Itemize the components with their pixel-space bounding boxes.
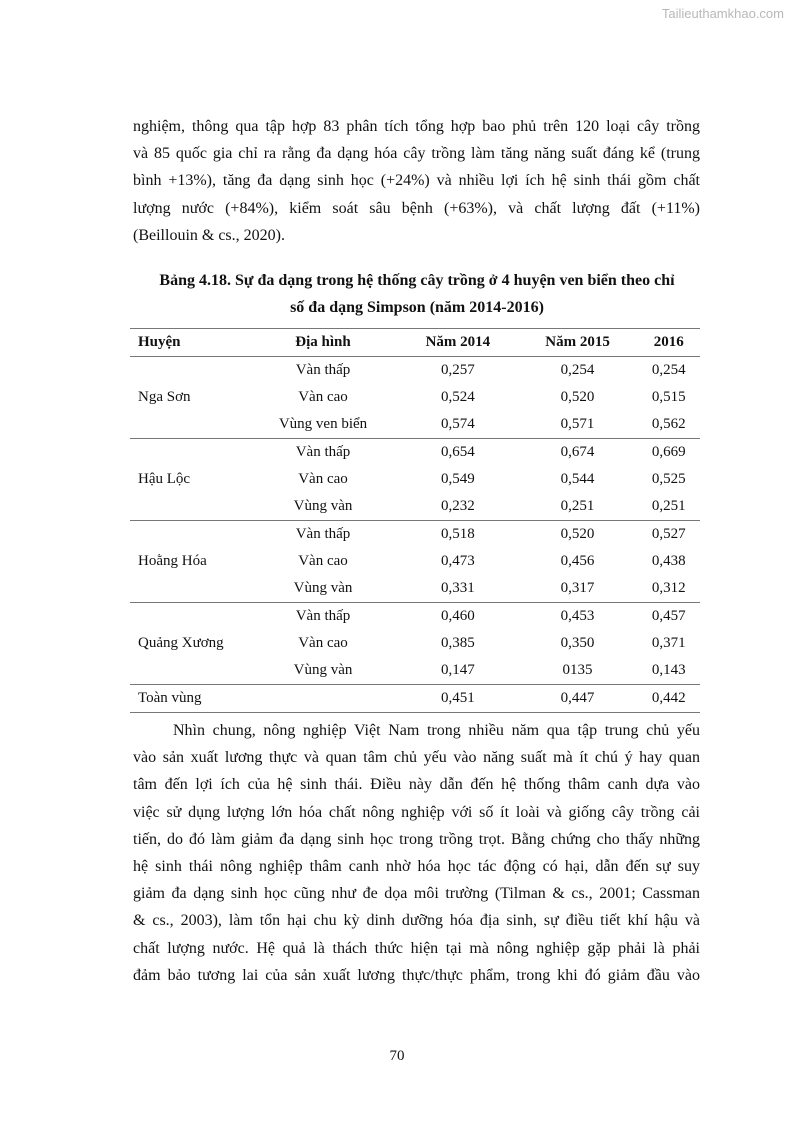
text-line: tâm đến lợi ích của hệ sinh thái. Điều này dẫn đến hệ thống thâm canh dựa vào [133,776,700,794]
terrain-cell: Vàn cao [298,553,348,569]
value-cell: 0,562 [651,416,686,432]
caption-line: Bảng 4.18. Sự đa dạng trong hệ thống cây trồng ở 4 huyện ven biển theo chỉ [159,272,675,289]
page-number: 70 [389,1048,405,1064]
table-row [130,357,700,385]
text-line: bình +13%), tăng đa dạng sinh học (+24%) và nhiều lợi ích hệ sinh thái gồm chất [133,172,700,190]
value-cell: 0,147 [440,662,475,678]
text-line: (Beillouin & cs., 2020). [133,226,285,244]
value-cell: 0,520 [560,389,595,405]
district-cell: Quảng Xương [138,635,224,651]
total-row [130,685,700,713]
value-cell: 0,442 [651,690,686,706]
value-cell: 0,669 [651,444,686,460]
text-line: và 85 quốc gia chỉ ra rằng đa dạng hóa cây trồng làm tăng năng suất đáng kể (trung [133,145,700,163]
total-label: Toàn vùng [138,690,202,706]
value-cell: 0,574 [440,416,475,432]
value-cell: 0,515 [651,389,686,405]
value-cell: 0,251 [560,498,595,514]
terrain-cell: Vàn thấp [295,608,351,624]
value-cell: 0135 [562,662,593,678]
district-group [130,521,700,603]
text-line: & cs., 2003), làm tổn hại chu kỳ dinh dưỡng hóa địa sinh, sự điều tiết khí hậu và [133,912,700,930]
district-cell: Hoằng Hóa [138,553,207,569]
value-cell: 0,524 [440,389,475,405]
header-2016: 2016 [653,334,684,350]
value-cell: 0,525 [651,471,686,487]
value-cell: 0,232 [440,498,475,514]
value-cell: 0,571 [560,416,595,432]
terrain-cell: Vùng ven biển [278,416,368,432]
value-cell: 0,549 [440,471,475,487]
value-cell: 0,453 [560,608,595,624]
value-cell: 0,544 [560,471,595,487]
header-terrain: Địa hình [295,334,351,350]
terrain-cell: Vùng vàn [293,580,353,596]
watermark: Tailieuthamkhao.com [661,6,784,21]
intro-paragraph [133,113,700,249]
value-cell: 0,254 [651,362,686,378]
district-group [130,603,700,685]
value-cell: 0,447 [560,690,595,706]
terrain-cell: Vàn cao [298,389,348,405]
value-cell: 0,317 [560,580,595,596]
value-cell: 0,451 [440,690,475,706]
value-cell: 0,518 [440,526,475,542]
district-cell: Nga Sơn [138,389,191,405]
value-cell: 0,254 [560,362,595,378]
table-caption [130,267,704,321]
text-line: việc sử dụng lượng lớn hóa chất nông nghiệp với số ít loài và giống cây trồng cải [133,803,700,821]
terrain-cell: Vàn cao [298,635,348,651]
terrain-cell: Vùng vàn [293,662,353,678]
value-cell: 0,371 [651,635,686,651]
value-cell: 0,674 [560,444,595,460]
header-district: Huyện [138,334,181,350]
value-cell: 0,312 [651,580,686,596]
value-cell: 0,654 [440,444,475,460]
terrain-cell: Vàn cao [298,471,348,487]
terrain-cell: Vàn thấp [295,444,351,460]
value-cell: 0,456 [560,553,595,569]
total-group [130,685,700,713]
district-cell: Hậu Lộc [138,471,191,487]
terrain-cell: Vàn thấp [295,362,351,378]
value-cell: 0,520 [560,526,595,542]
text-line: Nhìn chung, nông nghiệp Việt Nam trong nhiều năm qua tập trung chủ yếu [173,722,700,739]
text-line: giảm đa dạng sinh học cũng như đe dọa môi trường (Tilman & cs., 2001; Cassman [133,885,700,903]
value-cell: 0,457 [651,608,686,624]
value-cell: 0,438 [651,553,686,569]
district-group [130,357,700,439]
value-cell: 0,385 [440,635,475,651]
body-paragraph [133,717,700,989]
text-line: lượng nước (+84%), kiểm soát sâu bệnh (+63%), và chất lượng đất (+11%) [133,199,700,217]
value-cell: 0,251 [651,498,686,514]
header-2015: Năm 2015 [545,334,610,350]
value-cell: 0,460 [440,608,475,624]
caption-line: số đa dạng Simpson (năm 2014-2016) [290,299,544,316]
terrain-cell: Vùng vàn [293,498,353,514]
table-row [130,439,700,467]
value-cell: 0,350 [560,635,595,651]
value-cell: 0,473 [440,553,475,569]
value-cell: 0,527 [651,526,686,542]
table-row [130,603,700,631]
value-cell: 0,257 [440,362,475,378]
text-line: hệ sinh thái nông nghiệp thâm canh nhờ hóa học tác động có hại, dẫn đến sự suy [133,857,700,875]
district-group [130,439,700,521]
simpson-index-table [130,328,700,713]
value-cell: 0,143 [651,662,686,678]
text-line: tiến, do đó làm giảm đa dạng sinh học trong trồng trọt. Bằng chứng cho thấy những [133,830,700,848]
text-line: chất lượng nước. Hệ quả là thách thức hiện tại mà nông nghiệp gặp phải là phải [133,939,700,957]
table-row [130,521,700,549]
empty-cell [248,685,398,713]
text-line: nghiệm, thông qua tập hợp 83 phân tích tổng hợp bao phủ trên 120 loại cây trồng [133,118,700,135]
terrain-cell: Vàn thấp [295,526,351,542]
value-cell: 0,331 [440,580,475,596]
text-line: đảm bảo tương lai của sản xuất lương thực/thực phẩm, trong khi đó giảm đầu vào [133,966,700,984]
header-2014: Năm 2014 [425,334,491,350]
text-line: vào sản xuất lương thực và quan tâm chủ yếu vào năng suất mà ít chú ý hay quan [133,749,700,767]
table-header-row [130,329,700,357]
